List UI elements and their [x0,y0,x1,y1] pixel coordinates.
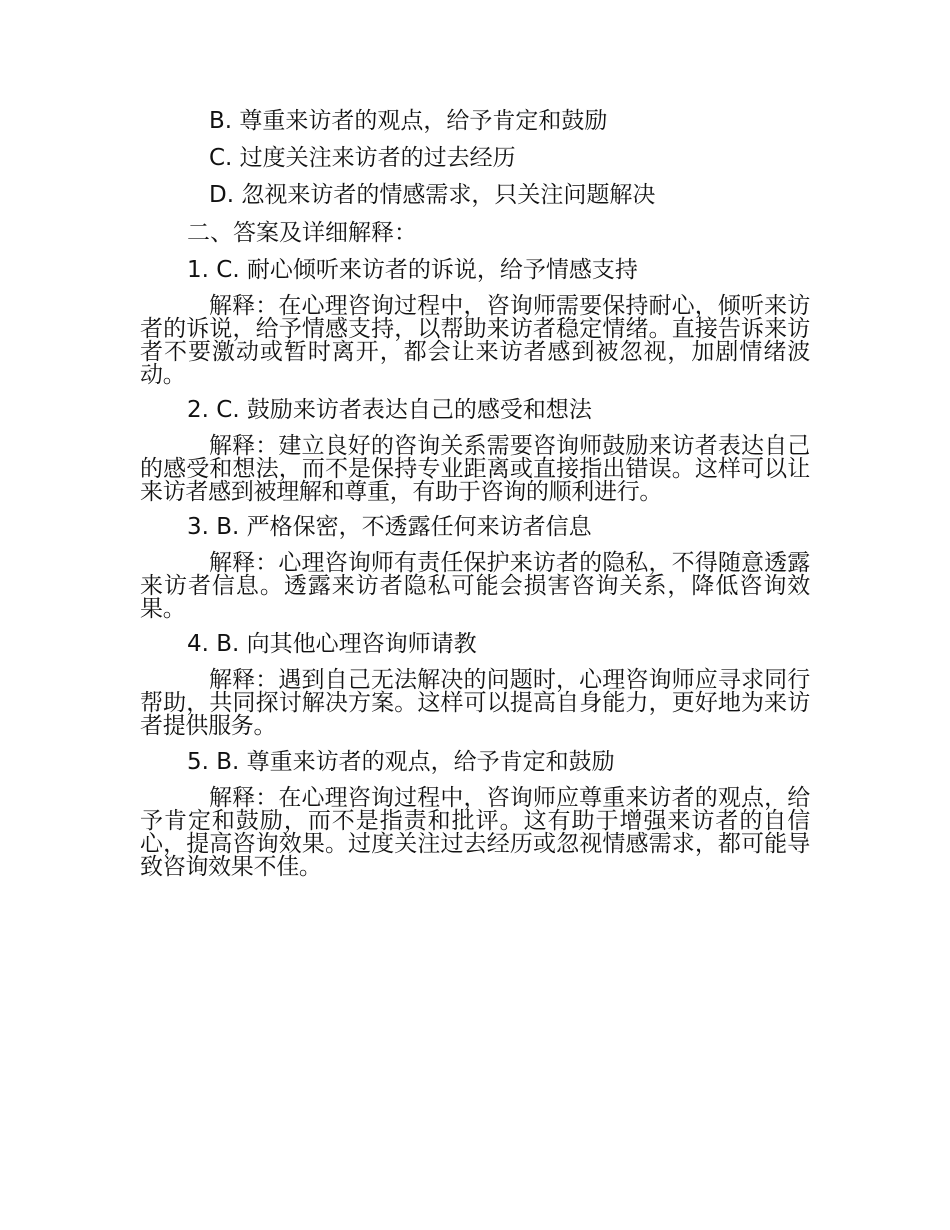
answer-3: 3. B. 严格保密，不透露任何来访者信息 [187,514,592,540]
answer-5: 5. B. 尊重来访者的观点，给予肯定和鼓励 [187,749,615,775]
explanation-3: 解释：心理咨询师有责任保护来访者的隐私，不得随意透露来访者信息。透露来访者隐私可能会损害咨询关系，降低咨询效果。 [140,550,810,622]
answer-2: 2. C. 鼓励来访者表达自己的感受和想法 [187,397,592,423]
answer-1: 1. C. 耐心倾听来访者的诉说，给予情感支持 [187,257,638,283]
answer-4: 4. B. 向其他心理咨询师请教 [187,631,477,657]
explanation-5: 解释：在心理咨询过程中，咨询师应尊重来访者的观点，给予肯定和鼓励，而不是指责和批评。这有助于增强来访者的自信心，提高咨询效果。过度关注过去经历或忽视情感需求，都可能导致咨询效果不佳。 [140,785,810,880]
explanation-2: 解释：建立良好的咨询关系需要咨询师鼓励来访者表达自己的感受和想法，而不是保持专业距离或直接指出错误。这样可以让来访者感到被理解和尊重，有助于咨询的顺利进行。 [140,433,810,505]
section-title: 二、答案及详细解释： [187,220,417,246]
option-c: C. 过度关注来访者的过去经历 [209,145,516,171]
option-d: D. 忽视来访者的情感需求，只关注问题解决 [209,182,656,208]
explanation-4: 解释：遇到自己无法解决的问题时，心理咨询师应寻求同行帮助，共同探讨解决方案。这样可以提高自身能力，更好地为来访者提供服务。 [140,667,810,739]
explanation-1: 解释：在心理咨询过程中，咨询师需要保持耐心，倾听来访者的诉说，给予情感支持，以帮助来访者稳定情绪。直接告诉来访者不要激动或暂时离开，都会让来访者感到被忽视，加剧情绪波动。 [140,293,810,388]
option-b: B. 尊重来访者的观点，给予肯定和鼓励 [209,108,608,134]
